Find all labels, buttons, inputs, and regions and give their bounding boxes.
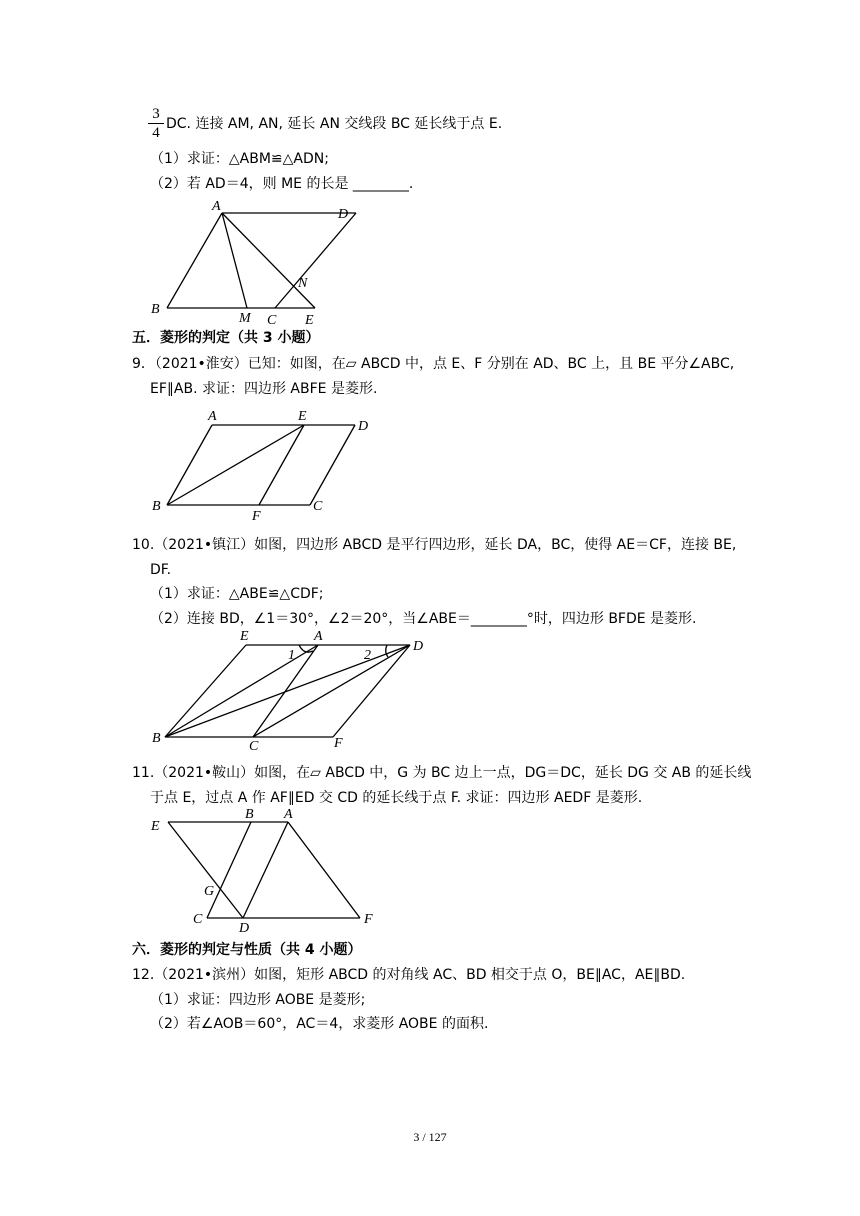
q10-angle-1: 1 [288,648,295,663]
q10-label-c: C [249,739,259,754]
q9-line1: 9．（2021•淮安）已知：如图，在▱ ABCD 中，点 E、F 分别在 AD、BC 上，且 BE 平分∠ABC, [132,356,735,372]
q10-angle-2: 2 [364,648,371,663]
q12-part1: （1）求证：四边形 AOBE 是菱形; [150,992,366,1008]
page-number: 3 / 127 [413,1130,447,1144]
q8-label-e: E [305,313,314,328]
q9-line2: EF∥AB. 求证：四边形 ABFE 是菱形. [150,381,378,397]
q10-line2: DF. [150,562,172,578]
q10-label-b: B [152,731,161,746]
q8-figure [167,213,356,308]
q8-line1: DC. 连接 AM, AN, 延长 AN 交线段 BC 延长线于点 E. [166,116,503,132]
q9-figure [167,425,355,505]
q9-label-d: D [358,419,369,434]
q9-label-a: A [208,409,217,424]
q10-line1: 10.（2021•镇江）如图，四边形 ABCD 是平行四边形，延长 DA，BC，使得 AE＝CF，连接 BE, [132,537,737,553]
q10-label-f: F [334,736,343,751]
q8-label-m: M [239,311,251,326]
q8-label-a: A [212,199,221,214]
fraction-denominator: 4 [152,125,160,141]
q9-label-c: C [313,499,323,514]
q11-figure [168,822,360,918]
q8-label-d: D [338,207,349,222]
q11-label-f: F [364,912,373,927]
q11-line2: 于点 E，过点 A 作 AF∥ED 交 CD 的延长线于点 F. 求证：四边形 AEDF 是菱形. [150,790,643,806]
q11-line1: 11.（2021•鞍山）如图，在▱ ABCD 中，G 为 BC 边上一点，DG＝DC，延长 DG 交 AB 的延长线 [132,765,752,781]
q9-label-e: E [298,409,307,424]
q9-label-f: F [252,509,261,524]
q12-part2: （2）若∠AOB＝60°，AC＝4，求菱形 AOBE 的面积. [150,1016,489,1032]
q10-part1: （1）求证：△ABE≌△CDF; [150,586,324,602]
q10-part2: （2）连接 BD，∠1＝30°，∠2＝20°，当∠ABE＝________°时，四边形 BFDE 是菱形. [150,611,697,627]
section5-title: 五．菱形的判定（共 3 小题） [132,330,320,346]
q11-label-g: G [204,884,215,899]
q12-line1: 12.（2021•滨州）如图，矩形 ABCD 的对角线 AC、BD 相交于点 O，BE∥AC，AE∥BD. [132,967,686,983]
q11-label-e: E [151,819,160,834]
fraction-numerator: 3 [152,106,160,122]
q11-label-c: C [193,912,203,927]
q10-label-a: A [314,629,323,644]
q8-label-n: N [298,276,308,291]
q8-label-b: B [151,302,160,317]
q8-part2: （2）若 AD＝4，则 ME 的长是 ________. [150,176,414,192]
q8-part1: （1）求证：△ABM≌△ADN; [150,151,329,167]
q11-label-b: B [245,807,254,822]
section6-title: 六．菱形的判定与性质（共 4 小题） [132,942,362,958]
q10-label-e: E [240,629,249,644]
q10-label-d: D [413,639,424,654]
q11-label-d: D [239,921,250,936]
q8-label-c: C [267,313,277,328]
q9-label-b: B [152,499,161,514]
q11-label-a: A [284,807,293,822]
